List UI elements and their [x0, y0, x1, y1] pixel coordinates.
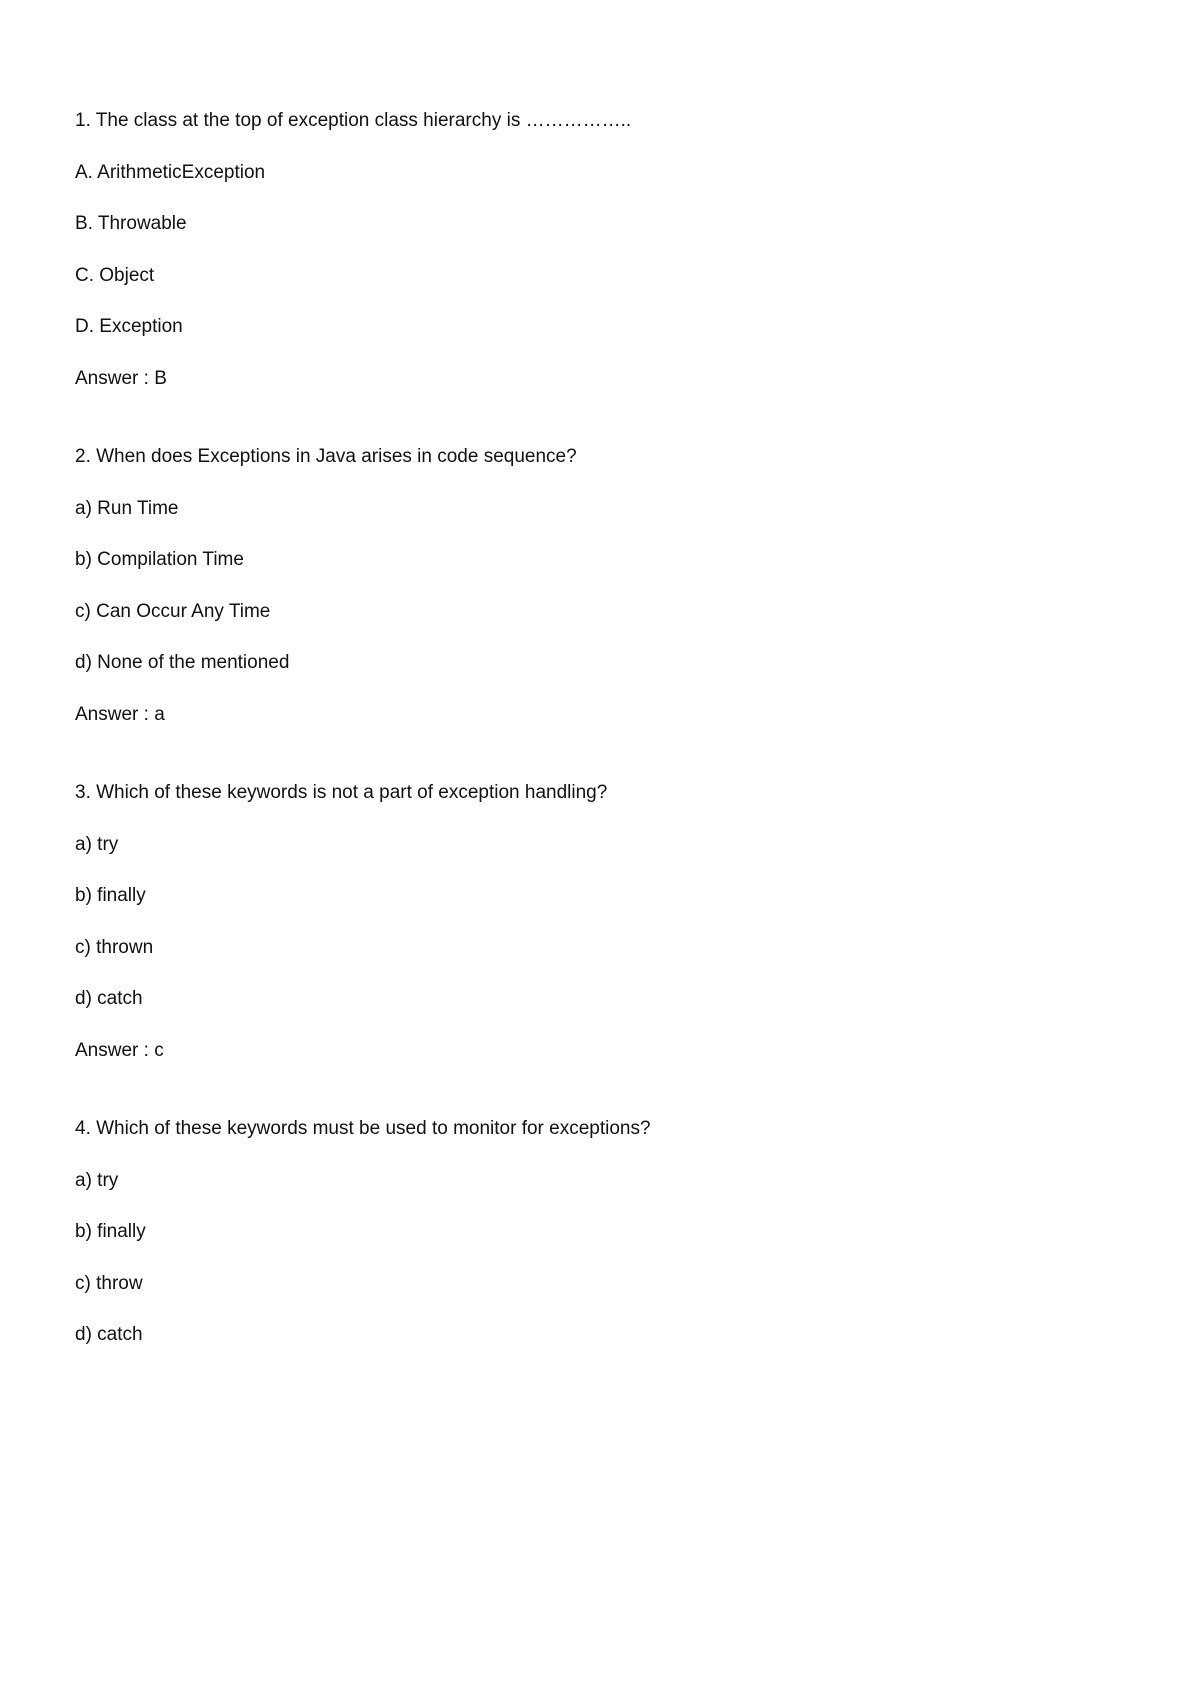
- option-b: b) finally: [75, 885, 146, 907]
- question-text: 1. The class at the top of exception class hierarchy is ……………..: [75, 110, 632, 131]
- option-d: d) catch: [75, 988, 143, 1010]
- option-a: A. ArithmeticException: [75, 161, 266, 183]
- option-d: d) catch: [75, 1324, 143, 1346]
- answer-line: Answer : B: [75, 367, 167, 389]
- option-a: a) try: [75, 833, 119, 855]
- option-c: C. Object: [75, 264, 155, 286]
- option-b: b) finally: [75, 1221, 146, 1243]
- answer-line: Answer : a: [75, 703, 165, 725]
- option-b: B. Throwable: [75, 213, 187, 235]
- option-a: a) try: [75, 1169, 119, 1191]
- option-c: c) throw: [75, 1272, 143, 1294]
- question-text: 2. When does Exceptions in Java arises in code sequence?: [75, 445, 577, 467]
- question-block-1: [75, 108, 1125, 392]
- option-a: a) Run Time: [75, 497, 179, 519]
- question-text: 4. Which of these keywords must be used to monitor for exceptions?: [75, 1117, 651, 1139]
- option-b: b) Compilation Time: [75, 549, 244, 571]
- question-list: [75, 108, 1125, 1348]
- question-block-3: [75, 780, 1125, 1064]
- question-block-2: [75, 444, 1125, 728]
- answer-line: Answer : c: [75, 1039, 164, 1061]
- option-c: c) thrown: [75, 936, 154, 958]
- question-block-4: [75, 1116, 1125, 1348]
- question-text: 3. Which of these keywords is not a part of exception handling?: [75, 781, 608, 803]
- option-d: D. Exception: [75, 316, 183, 338]
- option-c: c) Can Occur Any Time: [75, 600, 271, 622]
- option-d: d) None of the mentioned: [75, 652, 290, 674]
